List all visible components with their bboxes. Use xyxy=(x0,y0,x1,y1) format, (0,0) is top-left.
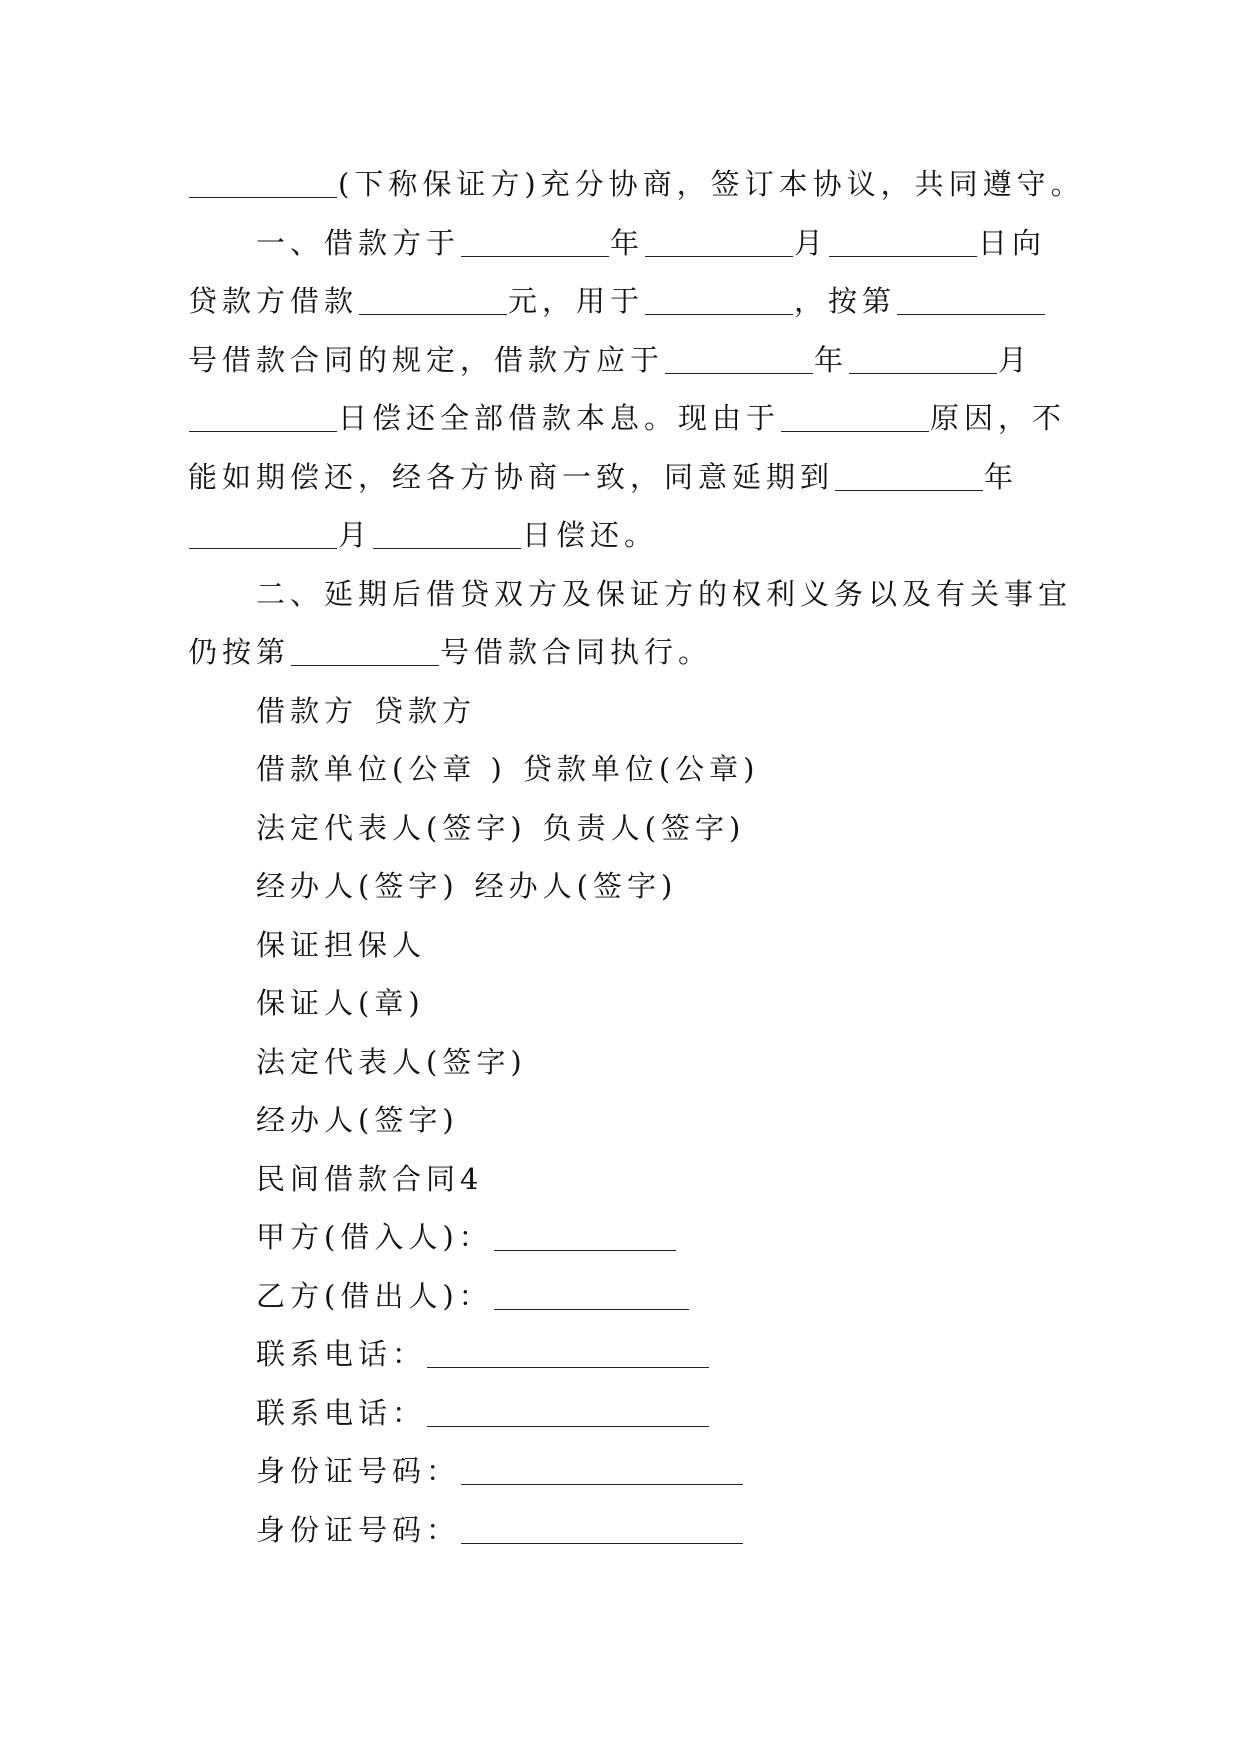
fill-blank xyxy=(645,228,793,257)
text-segment: 号借款合同执行。 xyxy=(440,635,713,669)
signature-parties xyxy=(188,682,1068,741)
text-segment: 原因，不 xyxy=(930,401,1067,435)
guarantor-agent-label: 经办人(签字) xyxy=(256,1103,459,1137)
text-line xyxy=(188,448,1068,507)
signature-representatives xyxy=(188,799,1068,858)
fill-blank xyxy=(829,228,977,257)
text-line xyxy=(188,389,1068,448)
fill-blank xyxy=(189,520,337,549)
text-segment: 二、延期后借贷双方及保证方的权利义务以及有关事宜 xyxy=(256,576,1073,611)
party-a-label: 甲方(借入人)： xyxy=(256,1220,493,1254)
legal-representative-label: 法定代表人(签字) xyxy=(256,810,527,845)
fill-blank xyxy=(291,637,439,666)
text-segment: 一、借款方于 xyxy=(256,225,461,260)
text-segment: 元，用于 xyxy=(508,284,645,318)
fill-blank xyxy=(781,403,929,432)
fill-blank xyxy=(849,345,997,374)
agent-label: 经办人(签字) xyxy=(256,869,459,903)
guarantee-heading xyxy=(188,916,1068,975)
party-a-blank xyxy=(494,1222,676,1251)
id-number-blank xyxy=(461,1515,743,1544)
text-line xyxy=(188,272,1068,331)
guarantor-representative-label: 法定代表人(签字) xyxy=(256,1044,527,1079)
contract-title: 民间借款合同4 xyxy=(256,1161,484,1196)
phone-blank xyxy=(427,1339,709,1368)
signature-units xyxy=(188,740,1068,799)
fill-blank xyxy=(359,286,507,315)
guarantor-seal-line xyxy=(188,974,1068,1033)
contract-4-title xyxy=(188,1150,1068,1209)
fill-blank xyxy=(461,228,609,257)
text-segment: (下称保证方)充分协商，签订本协议，共同遵守。 xyxy=(338,167,1085,201)
text-segment: 月 xyxy=(794,225,829,260)
text-segment: 日偿还。 xyxy=(522,518,659,552)
agent-label: 经办人(签字) xyxy=(474,869,678,903)
id-number-label: 身份证号码： xyxy=(256,1512,461,1547)
text-segment: 日偿还全部借款本息。现由于 xyxy=(338,401,781,435)
lender-label: 贷款方 xyxy=(374,693,477,728)
text-line xyxy=(188,506,1068,565)
phone-line xyxy=(188,1325,1068,1384)
text-segment: 年 xyxy=(610,225,645,260)
responsible-person-label: 负责人(签字) xyxy=(542,810,746,845)
id-number-line xyxy=(188,1501,1068,1560)
lender-unit-label: 贷款单位(公章) xyxy=(522,752,760,786)
fill-blank xyxy=(897,286,1045,315)
phone-label: 联系电话： xyxy=(256,1395,427,1430)
party-b-line xyxy=(188,1267,1068,1326)
fill-blank xyxy=(645,286,793,315)
clause-1-line xyxy=(188,214,1068,273)
text-segment: 贷款方借款 xyxy=(188,284,359,318)
text-segment: ，按第 xyxy=(794,284,897,318)
party-b-blank xyxy=(494,1281,689,1310)
fill-blank xyxy=(835,462,983,491)
phone-line xyxy=(188,1384,1068,1443)
text-segment: 月 xyxy=(998,342,1033,377)
borrower-unit-label: 借款单位(公章 ) xyxy=(256,752,507,786)
guarantee-label: 保证担保人 xyxy=(256,927,427,962)
guarantor-agent-line xyxy=(188,1091,1068,1150)
party-b-label: 乙方(借出人)： xyxy=(256,1278,493,1313)
text-segment: 月 xyxy=(338,518,373,552)
phone-label: 联系电话： xyxy=(256,1337,427,1371)
text-segment: 年 xyxy=(814,342,849,377)
fill-blank xyxy=(189,169,337,198)
text-line xyxy=(188,623,1068,682)
guarantor-seal-label: 保证人(章) xyxy=(256,986,425,1020)
id-number-label: 身份证号码： xyxy=(256,1454,461,1488)
text-line xyxy=(188,155,1085,214)
fill-blank xyxy=(189,403,337,432)
signature-agents xyxy=(188,857,1068,916)
id-number-blank xyxy=(461,1456,743,1485)
text-segment: 号借款合同的规定，借款方应于 xyxy=(188,342,665,377)
guarantor-rep-line xyxy=(188,1033,1068,1092)
phone-blank xyxy=(427,1398,709,1427)
text-segment: 仍按第 xyxy=(188,635,291,669)
id-number-line xyxy=(188,1442,1068,1501)
fill-blank xyxy=(373,520,521,549)
text-segment: 日向 xyxy=(978,225,1047,260)
borrower-label: 借款方 xyxy=(256,693,359,728)
text-segment: 年 xyxy=(984,459,1019,494)
document-body xyxy=(188,155,1085,1559)
party-a-line xyxy=(188,1208,1068,1267)
text-line xyxy=(188,331,1068,390)
clause-2-line xyxy=(188,565,1073,624)
text-segment: 能如期偿还，经各方协商一致，同意延期到 xyxy=(188,459,835,494)
fill-blank xyxy=(665,345,813,374)
